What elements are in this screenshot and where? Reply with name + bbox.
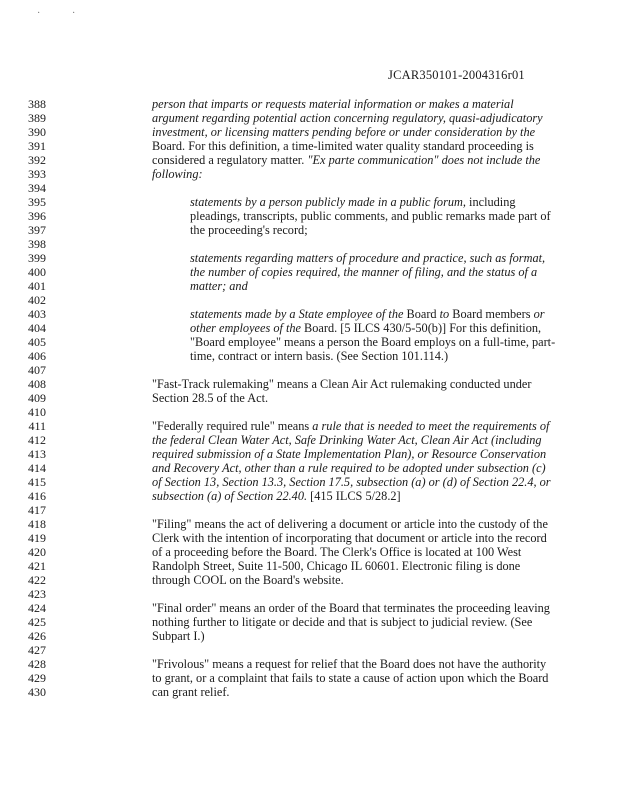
- line-number: 429: [28, 671, 46, 685]
- italic-text: person that imparts or requests material information or makes a material: [152, 97, 514, 111]
- line-number: 424: [28, 601, 46, 615]
- line-number: 406: [28, 349, 46, 363]
- italic-text: Resource Conservation: [428, 447, 547, 461]
- line-number: 422: [28, 573, 46, 587]
- text-line: [190, 321, 541, 335]
- text-line: Section 28.5 of the Act.: [152, 391, 269, 405]
- scan-mark: ·: [37, 8, 41, 19]
- text-line: [152, 111, 543, 125]
- document-id: JCAR350101-2004316r01: [388, 68, 525, 82]
- italic-text: subsection (a) of Section 22.40.: [152, 489, 308, 503]
- text-line: [190, 279, 248, 293]
- line-number: 409: [28, 391, 46, 405]
- text-line: "Final order" means an order of the Board that terminates the proceeding leaving: [152, 601, 550, 615]
- text-line: [190, 251, 545, 265]
- text-line: "Fast-Track rulemaking" means a Clean Air Act rulemaking conducted under: [152, 377, 532, 391]
- line-number: 397: [28, 223, 46, 237]
- line-number: 425: [28, 615, 46, 629]
- text-line: [152, 475, 551, 489]
- line-number: 408: [28, 377, 46, 391]
- plain-text: "Federally required rule" means: [152, 419, 313, 433]
- line-number: 395: [28, 195, 46, 209]
- italic-text: other employees of the: [190, 321, 301, 335]
- line-number: 416: [28, 489, 46, 503]
- text-line: nothing further to litigate or decide and that is subject to judicial review. (See: [152, 615, 533, 629]
- text-line: [152, 461, 546, 475]
- text-line: [152, 153, 540, 167]
- text-line: to grant, or a complaint that fails to state a cause of action upon which the Board: [152, 671, 549, 685]
- line-number: 400: [28, 265, 46, 279]
- text-line: "Filing" means the act of delivering a document or article into the custody of the: [152, 517, 548, 531]
- text-line: Randolph Street, Suite 11-500, Chicago IL 60601. Electronic filing is done: [152, 559, 521, 573]
- line-number: 402: [28, 293, 46, 307]
- line-number: 413: [28, 447, 46, 461]
- scan-mark: ·: [72, 8, 76, 19]
- line-number: 418: [28, 517, 46, 531]
- text-line: Subpart I.): [152, 629, 205, 643]
- italic-text: of Section 13, Section 13.3, Section 17.5, subsection (a) or (d) of Section 22.4, or: [152, 475, 551, 489]
- text-line: [152, 447, 546, 461]
- text-line: of a proceeding before the Board. The Clerk's Office is located at 100 West: [152, 545, 522, 559]
- text-line: "Board employee" means a person the Board employs on a full-time, part-: [190, 335, 556, 349]
- plain-text: including: [465, 195, 516, 209]
- line-number: 401: [28, 279, 46, 293]
- text-line: Board. For this definition, a time-limited water quality standard proceeding is: [152, 139, 534, 153]
- line-number: 396: [28, 209, 46, 223]
- text-line: the proceeding's record;: [190, 223, 308, 237]
- line-number: 414: [28, 461, 46, 475]
- line-number: 417: [28, 503, 46, 517]
- text-line: time, contract or intern basis. (See Section 101.114.): [190, 349, 449, 363]
- text-line: [152, 419, 549, 433]
- text-line: [190, 307, 545, 321]
- text-line: [152, 125, 535, 139]
- italic-text: or: [533, 307, 545, 321]
- text-line: [152, 433, 542, 447]
- italic-text: investment, or licensing matters pending before or under consideration by the: [152, 125, 536, 139]
- line-number: 427: [28, 643, 46, 657]
- plain-text: considered a regulatory matter.: [152, 153, 308, 167]
- line-number: 423: [28, 587, 46, 601]
- line-number: 391: [28, 139, 46, 153]
- text-line: "Frivolous" means a request for relief that the Board does not have the authority: [152, 657, 547, 671]
- text-line: [152, 489, 401, 503]
- text-line: [190, 265, 537, 279]
- line-number: 394: [28, 181, 46, 195]
- text-line: pleadings, transcripts, public comments, and public remarks made part of: [190, 209, 551, 223]
- italic-text: a rule that is needed to meet the requirements of: [312, 419, 550, 433]
- text-line: Clerk with the intention of incorporating that document or article into the record: [152, 531, 547, 545]
- italic-text: statements made by a State employee of the: [190, 307, 404, 321]
- italic-text: "Ex parte communication" does not include the: [307, 153, 541, 167]
- line-number: 393: [28, 167, 46, 181]
- line-number: 415: [28, 475, 46, 489]
- line-number: 428: [28, 657, 46, 671]
- line-number: 411: [28, 419, 46, 433]
- italic-text: statements regarding matters of procedure and practice, such as format,: [190, 251, 546, 265]
- italic-text: statements by a person publicly made in a public forum,: [190, 195, 466, 209]
- italic-text: argument regarding potential action concerning regulatory, quasi-adjudicatory: [152, 111, 543, 125]
- text-line: through COOL on the Board's website.: [152, 573, 344, 587]
- line-number: 392: [28, 153, 46, 167]
- plain-text: Board members: [449, 307, 534, 321]
- line-number: 388: [28, 97, 46, 111]
- italic-text: the federal Clean Water Act, Safe Drinking Water Act, Clean Air Act (including: [152, 433, 542, 447]
- italic-text: , other than a rule required to be adopted under subsection (c): [238, 461, 546, 475]
- plain-text: [415 ILCS 5/28.2]: [307, 489, 401, 503]
- line-number: 421: [28, 559, 46, 573]
- line-number: 412: [28, 433, 46, 447]
- line-number: 430: [28, 685, 46, 699]
- text-line: can grant relief.: [152, 685, 230, 699]
- line-number: 404: [28, 321, 46, 335]
- italic-text: and Recovery Act: [152, 461, 239, 475]
- line-number: 407: [28, 363, 46, 377]
- line-number: 389: [28, 111, 46, 125]
- line-number: 419: [28, 531, 46, 545]
- italic-text: following:: [152, 167, 203, 181]
- text-line: [190, 195, 516, 209]
- italic-text: to: [439, 307, 450, 321]
- italic-text: matter; and: [190, 279, 248, 293]
- line-number: 410: [28, 405, 46, 419]
- line-number: 405: [28, 335, 46, 349]
- italic-text: required submission of a State Implementation Plan), or: [152, 447, 429, 461]
- plain-text: Board. [5 ILCS 430/5-50(b)] For this definition,: [300, 321, 542, 335]
- line-number: 399: [28, 251, 46, 265]
- line-number: 426: [28, 629, 46, 643]
- line-number: 398: [28, 237, 46, 251]
- line-number: 390: [28, 125, 46, 139]
- line-number: 420: [28, 545, 46, 559]
- text-line: [152, 97, 514, 111]
- line-number: 403: [28, 307, 46, 321]
- text-line: [152, 167, 203, 181]
- plain-text: Board: [403, 307, 440, 321]
- italic-text: the number of copies required, the manner of filing, and the status of a: [190, 265, 538, 279]
